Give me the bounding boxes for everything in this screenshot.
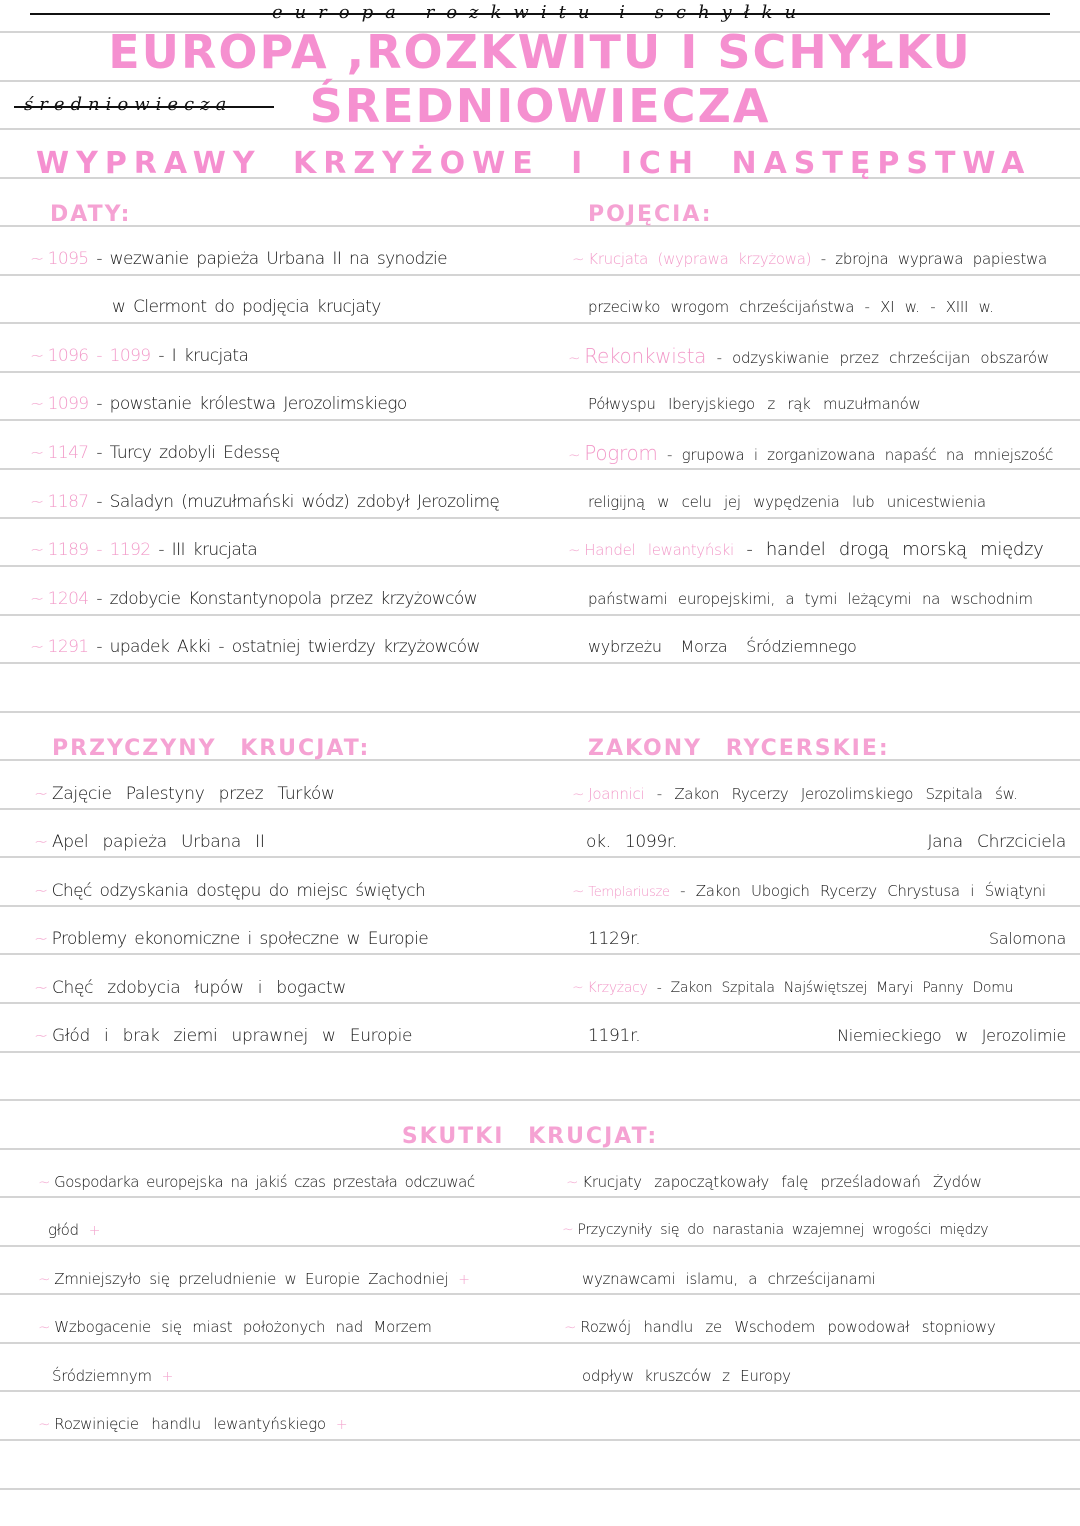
concept-item: ~ Pogrom - grupowa i zorganizowana napaść na mniejszość — [568, 441, 1054, 465]
order-year: ok. 1099r. — [586, 832, 678, 852]
order-item-cont: Niemieckiego w Jerozolimie — [837, 1026, 1066, 1045]
concept-item-cont: przeciwko wrogom chrześcijaństwa - XI w. - XIII w. — [588, 298, 994, 316]
effect-item-cont: odpływ kruszców z Europy — [582, 1367, 791, 1385]
ruled-line — [0, 419, 1080, 421]
ruled-line — [0, 225, 1080, 227]
ruled-line — [0, 1390, 1080, 1392]
ruled-line — [0, 808, 1080, 810]
ruled-line — [0, 517, 1080, 519]
concept-item-cont: religijną w celu jej wypędzenia lub unicestwienia — [588, 493, 986, 511]
date-item-cont: w Clermont do podjęcia krucjaty — [112, 297, 381, 317]
date-item: ~ 1147 - Turcy zdobyli Edessę — [30, 443, 280, 463]
effect-item: ~ Gospodarka europejska na jakiś czas przestała odczuwać — [38, 1173, 475, 1191]
order-item: ~ Joannici - Zakon Rycerzy Jerozolimskiego Szpitala św. — [572, 785, 1018, 803]
date-item: ~ 1096 - 1099 - I krucjata — [30, 346, 249, 366]
effect-item-cont: głód + — [48, 1221, 101, 1239]
ruled-line — [0, 1488, 1080, 1490]
cause-item: ~ Apel papieża Urbana II — [34, 832, 265, 852]
ruled-line — [0, 711, 1080, 713]
ruled-line — [0, 953, 1080, 955]
concept-item-cont: wybrzeżu Morza Śródziemnego — [588, 637, 857, 656]
effect-item: ~ Wzbogacenie się miast położonych nad Morzem — [38, 1318, 432, 1336]
date-item: ~ 1189 - 1192 - III krucjata — [30, 540, 258, 560]
effect-item: ~ Zmniejszyło się przeludnienie w Europie Zachodniej + — [38, 1270, 470, 1288]
section-heading: WYPRAWY KRZYŻOWE I ICH NASTĘPSTWA — [36, 146, 1032, 181]
ruled-line — [0, 468, 1080, 470]
cause-item: ~ Zajęcie Palestyny przez Turków — [34, 784, 335, 804]
date-item: ~ 1291 - upadek Akki - ostatniej twierdzy krzyżowców — [30, 637, 480, 657]
effect-item-cont: wyznawcami islamu, a chrześcijanami — [582, 1270, 876, 1288]
concept-item: ~ Rekonkwista - odzyskiwanie przez chrześcijan obszarów — [568, 344, 1049, 368]
order-item: ~ Krzyżacy - Zakon Szpitala Najświętszej Maryi Panny Domu — [572, 980, 1014, 996]
date-item: ~ 1204 - zdobycie Konstantynopola przez krzyżowców — [30, 589, 477, 609]
ruled-line — [0, 905, 1080, 907]
concepts-title: POJĘCIA: — [588, 202, 713, 227]
order-year: 1191r. — [588, 1026, 641, 1046]
cause-item: ~ Problemy ekonomiczne i społeczne w Europie — [34, 929, 429, 949]
orders-title: ZAKONY RYCERSKIE: — [588, 736, 890, 761]
order-item: ~ Templariusze - Zakon Ubogich Rycerzy Chrystusa i Świątyni — [572, 882, 1046, 900]
date-item: ~ 1099 - powstanie królestwa Jerozolimskiego — [30, 394, 407, 414]
causes-title: PRZYCZYNY KRUCJAT: — [52, 736, 371, 761]
order-item-cont: Salomona — [988, 929, 1066, 948]
ruled-line — [0, 565, 1080, 567]
ruled-line — [0, 1051, 1080, 1053]
dates-title: DATY: — [50, 202, 132, 227]
ruled-line — [0, 274, 1080, 276]
ruled-line — [0, 1342, 1080, 1344]
date-item: ~ 1095 - wezwanie papieża Urbana II na synodzie — [30, 249, 448, 269]
title-line-1: EUROPA ,ROZKWITU I SCHYŁKU — [108, 25, 972, 79]
ruled-line — [0, 371, 1080, 373]
ruled-line — [0, 1002, 1080, 1004]
ruled-line — [0, 614, 1080, 616]
ruled-line — [0, 322, 1080, 324]
effects-title: SKUTKI KRUCJAT: — [401, 1124, 659, 1149]
order-item-cont: Jana Chrzciciela — [927, 832, 1066, 852]
ruled-line — [0, 1196, 1080, 1198]
date-item: ~ 1187 - Saladyn (muzułmański wódz) zdobył Jerozolimę — [30, 492, 500, 512]
ruled-line — [0, 662, 1080, 664]
order-year: 1129r. — [588, 929, 641, 949]
ruled-line — [0, 1245, 1080, 1247]
cause-item: ~ Chęć zdobycia łupów i bogactw — [34, 978, 346, 998]
effect-item: ~ Przyczyniły się do narastania wzajemnej wrogości między — [562, 1222, 989, 1238]
cause-item: ~ Głód i brak ziemi uprawnej w Europie — [34, 1026, 413, 1046]
ruled-line — [0, 856, 1080, 858]
ruled-line — [0, 1439, 1080, 1441]
effect-item: ~ Rozwinięcie handlu lewantyńskiego + — [38, 1415, 348, 1433]
title-script-2: średniowiecza — [24, 94, 233, 115]
concept-item-cont: Półwyspu Iberyjskiego z rąk muzułmanów — [588, 395, 921, 413]
concept-item-cont: państwami europejskimi, a tymi leżącymi na wschodnim — [588, 590, 1033, 608]
concept-item: ~ Krucjata (wyprawa krzyżowa) - zbrojna wyprawa papiestwa — [572, 250, 1047, 268]
concept-item: ~ Handel lewantyński - handel drogą morską między — [568, 539, 1044, 560]
effect-item: ~ Rozwój handlu ze Wschodem powodował stopniowy — [564, 1318, 996, 1336]
ruled-line — [0, 1099, 1080, 1101]
cause-item: ~ Chęć odzyskania dostępu do miejsc świętych — [34, 881, 426, 901]
ruled-line — [0, 1293, 1080, 1295]
title-script-1: europa rozkwitu i schyłku — [271, 2, 809, 23]
effect-item: ~ Krucjaty zapoczątkowały falę prześladowań Żydów — [566, 1173, 982, 1191]
title-line-2: ŚREDNIOWIECZA — [309, 79, 771, 133]
effect-item-cont: Śródziemnym + — [52, 1367, 174, 1385]
